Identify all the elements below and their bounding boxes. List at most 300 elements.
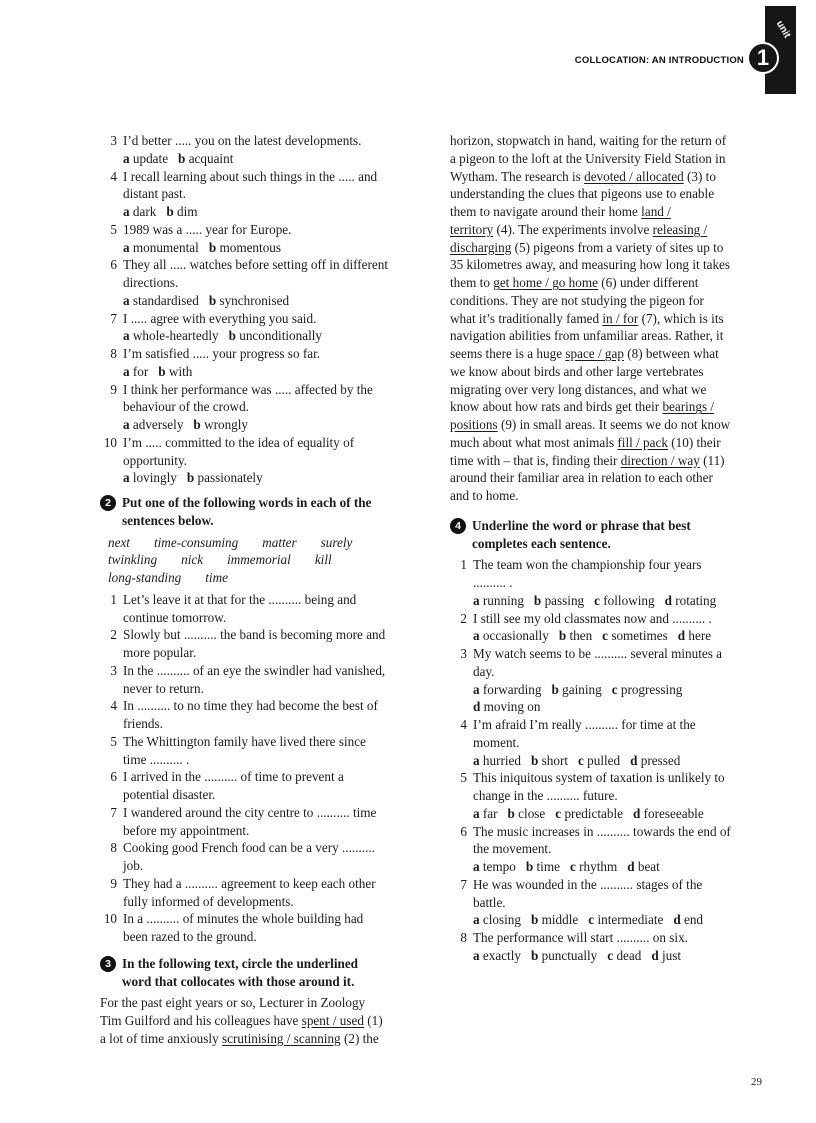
option-word: middle xyxy=(541,912,579,928)
question-number: 4 xyxy=(110,168,117,184)
option-letter: b xyxy=(208,292,217,308)
answer-option[interactable] xyxy=(123,364,148,379)
option-word: time xyxy=(536,859,560,874)
question-number: 6 xyxy=(110,257,117,273)
question-item xyxy=(450,769,768,805)
text-line: For the past eight years or so, Lecturer in Zoology xyxy=(100,995,366,1011)
word-choice: surely xyxy=(320,534,353,550)
option-letter: b xyxy=(208,239,217,255)
text-segment: (6) under different xyxy=(597,275,699,290)
answer-options xyxy=(100,239,418,257)
answer-option[interactable] xyxy=(187,470,263,485)
question-text: never to return. xyxy=(123,680,204,696)
answer-option[interactable] xyxy=(229,328,322,343)
question-item xyxy=(100,910,418,946)
option-word: acquaint xyxy=(188,150,234,166)
exercise-4-badge: 4 xyxy=(450,518,466,534)
answer-option[interactable] xyxy=(678,628,711,643)
heading-line: word that collocates with those around it. xyxy=(122,973,355,989)
option-word: predictable xyxy=(564,805,624,821)
question-text: They all ..... watches before setting off in different xyxy=(123,257,389,273)
option-letter: d xyxy=(664,592,672,608)
question-text: The team won the championship four years xyxy=(473,557,702,573)
question-item xyxy=(100,839,418,875)
answer-option[interactable] xyxy=(612,682,683,697)
question-text: I arrived in the .......... of time to prevent a xyxy=(123,769,344,785)
answer-option[interactable] xyxy=(193,417,248,432)
text-segment: know about how rats and birds get their xyxy=(450,399,663,415)
question-item xyxy=(100,256,418,292)
option-word: standardised xyxy=(132,292,199,308)
question-text: In the .......... of an eye the swindler had vanished, xyxy=(123,662,386,678)
question-number: 5 xyxy=(110,221,117,237)
answer-options xyxy=(100,416,418,434)
option-word: synchronised xyxy=(219,292,290,308)
option-word: short xyxy=(541,752,568,768)
option-word: moving on xyxy=(483,699,541,715)
question-item xyxy=(100,168,418,204)
question-number: 3 xyxy=(110,133,117,148)
question-text: I still see my old classmates now and .......... . xyxy=(473,610,712,626)
answer-option[interactable] xyxy=(123,204,156,219)
option-letter: a xyxy=(473,805,480,821)
question-item xyxy=(100,132,418,150)
question-item xyxy=(100,345,418,363)
option-word: here xyxy=(688,628,712,644)
question-item xyxy=(100,434,418,470)
option-letter: c xyxy=(611,681,618,697)
question-number: 6 xyxy=(460,823,467,839)
underlined-choice[interactable]: get home / go home xyxy=(493,275,598,290)
option-word: for xyxy=(132,363,149,379)
question-number: 4 xyxy=(460,717,467,732)
answer-option[interactable] xyxy=(473,948,521,963)
word-row xyxy=(108,551,418,569)
question-text: friends. xyxy=(123,716,163,731)
question-text: I recall learning about such things in the ..... and xyxy=(123,168,378,184)
option-word: far xyxy=(482,805,498,821)
question-text: 1989 was a ..... year for Europe. xyxy=(123,221,292,237)
answer-option[interactable] xyxy=(526,859,560,874)
text-line xyxy=(450,398,768,416)
question-text: been razed to the ground. xyxy=(123,929,257,944)
option-letter: b xyxy=(228,328,236,344)
answer-option[interactable] xyxy=(570,859,617,874)
question-item xyxy=(100,697,418,733)
answer-option[interactable] xyxy=(123,470,177,485)
answer-option[interactable] xyxy=(578,753,620,768)
question-text: moment. xyxy=(473,734,520,750)
answer-option[interactable] xyxy=(123,240,199,255)
answer-option[interactable] xyxy=(473,699,540,714)
answer-options xyxy=(450,911,768,929)
question-item xyxy=(450,716,768,752)
underlined-choice[interactable]: devoted / allocated xyxy=(584,168,684,184)
question-item xyxy=(100,626,418,662)
text-segment: a pigeon to the loft at the University Field Station in xyxy=(450,150,726,166)
option-letter: b xyxy=(166,204,174,219)
question-text: the movement. xyxy=(473,841,552,857)
answer-option[interactable] xyxy=(651,948,681,963)
option-letter: a xyxy=(123,239,130,255)
answer-option[interactable] xyxy=(559,628,592,643)
text-segment: navigation abilities from unfamiliar areas. Rather, it xyxy=(450,328,724,344)
answer-options xyxy=(450,627,768,645)
option-letter: a xyxy=(473,628,480,644)
option-word: whole-heartedly xyxy=(132,328,219,344)
underlined-choice[interactable]: fill / pack xyxy=(617,434,668,450)
question-text: potential disaster. xyxy=(123,787,216,802)
option-letter: a xyxy=(123,363,130,379)
option-letter: a xyxy=(473,681,480,697)
answer-options xyxy=(100,150,418,168)
answer-option[interactable] xyxy=(555,806,623,821)
option-word: running xyxy=(482,592,524,608)
question-number: 10 xyxy=(103,434,117,450)
option-letter: d xyxy=(627,859,635,874)
option-word: dim xyxy=(176,204,198,219)
answer-options xyxy=(450,698,768,716)
heading-line: Underline the word or phrase that best xyxy=(472,517,691,533)
underlined-choice[interactable]: territory xyxy=(450,221,494,237)
text-segment: and to home. xyxy=(450,488,519,503)
option-letter: b xyxy=(193,417,201,432)
answer-option[interactable] xyxy=(531,948,597,963)
question-number: 7 xyxy=(110,310,117,326)
text-line xyxy=(450,168,768,186)
option-word: occasionally xyxy=(482,628,549,644)
answer-option[interactable] xyxy=(673,912,703,927)
option-letter: a xyxy=(123,417,130,432)
option-letter: a xyxy=(123,292,130,308)
question-item xyxy=(100,591,418,627)
text-line xyxy=(450,292,768,310)
unit-number: 1 xyxy=(756,45,770,70)
text-segment: (8) between what xyxy=(623,346,719,361)
option-word: then xyxy=(569,628,593,644)
question-text: continue tomorrow. xyxy=(123,609,227,625)
option-word: monumental xyxy=(132,239,199,255)
answer-option[interactable] xyxy=(630,753,680,768)
underlined-choice[interactable]: discharging xyxy=(450,239,512,255)
question-number: 9 xyxy=(110,381,117,397)
option-word: punctually xyxy=(541,947,598,963)
question-item xyxy=(100,381,418,417)
answer-option[interactable] xyxy=(607,948,641,963)
answer-option[interactable] xyxy=(627,859,660,874)
option-letter: c xyxy=(555,805,562,821)
question-number: 6 xyxy=(110,769,117,785)
word-choice: immemorial xyxy=(227,552,291,568)
option-letter: b xyxy=(558,628,567,644)
question-text: Slowly but .......... the band is becoming more and xyxy=(123,627,386,643)
underlined-choice[interactable]: scrutinising / scanning xyxy=(221,1030,341,1046)
question-text: job. xyxy=(123,858,144,873)
answer-options xyxy=(450,592,768,610)
question-text: time .......... . xyxy=(123,751,190,767)
text-line xyxy=(450,132,768,150)
text-segment: Wytham. The research is xyxy=(450,168,585,184)
option-word: rhythm xyxy=(579,859,618,874)
question-text: My watch seems to be .......... several minutes a xyxy=(473,646,723,661)
option-word: close xyxy=(518,805,546,821)
question-item xyxy=(450,610,768,628)
text-line xyxy=(450,239,768,257)
text-segment: them to xyxy=(450,275,494,290)
option-word: pulled xyxy=(587,752,621,768)
question-number: 4 xyxy=(110,698,117,714)
exercise-2-heading xyxy=(100,494,418,530)
question-text: more popular. xyxy=(123,645,197,660)
underlined-choice[interactable]: space / gap xyxy=(565,346,624,361)
text-line xyxy=(450,185,768,203)
answer-option[interactable] xyxy=(602,628,668,643)
answer-option[interactable] xyxy=(209,293,289,308)
exercise-4-list xyxy=(450,556,768,964)
text-segment: 35 kilometres away, and measuring how long it takes xyxy=(450,257,731,273)
answer-options xyxy=(450,858,768,876)
question-number: 8 xyxy=(460,930,467,945)
answer-option[interactable] xyxy=(473,859,516,874)
answer-option[interactable] xyxy=(594,593,654,608)
underlined-choice[interactable]: direction / way xyxy=(620,452,700,468)
question-item xyxy=(100,310,418,328)
question-number: 2 xyxy=(110,627,117,643)
answer-option[interactable] xyxy=(665,593,717,608)
underlined-choice[interactable]: releasing / xyxy=(652,221,708,237)
heading-line: Put one of the following words in each of the xyxy=(122,495,372,510)
word-choice: twinkling xyxy=(108,552,158,568)
option-letter: c xyxy=(607,947,614,963)
question-text: I’d better ..... you on the latest developments. xyxy=(123,133,362,148)
text-segment: them to navigate around their home xyxy=(450,204,642,219)
answer-option[interactable] xyxy=(178,151,233,166)
exercise-2-badge: 2 xyxy=(100,495,116,511)
answer-option[interactable] xyxy=(531,912,578,927)
underlined-choice[interactable]: land / xyxy=(641,204,671,219)
answer-option[interactable] xyxy=(123,293,199,308)
question-text: directions. xyxy=(123,275,179,290)
question-item xyxy=(100,662,418,698)
text-segment: seems there is a huge xyxy=(450,346,566,361)
question-text: I wandered around the city centre to .......... time xyxy=(123,804,377,820)
question-number: 3 xyxy=(460,646,467,661)
text-segment: understanding the clues that pigeons use to enable xyxy=(450,186,715,202)
question-text: The music increases in .......... towards the end of xyxy=(473,823,731,839)
running-header: COLLOCATION: AN INTRODUCTION xyxy=(574,55,744,66)
answer-options xyxy=(100,363,418,381)
word-row xyxy=(108,569,418,587)
option-word: foreseeable xyxy=(643,805,704,821)
answer-options xyxy=(100,327,418,345)
option-letter: c xyxy=(588,912,595,928)
underlined-choice[interactable]: in / for xyxy=(602,310,639,326)
question-number: 9 xyxy=(110,875,117,891)
option-letter: a xyxy=(123,328,130,344)
option-word: hurried xyxy=(482,752,521,768)
option-word: intermediate xyxy=(597,912,664,928)
answer-option[interactable] xyxy=(473,806,498,821)
question-text: They had a .......... agreement to keep each other xyxy=(123,875,376,891)
text-line xyxy=(450,274,768,292)
text-line xyxy=(450,150,768,168)
answer-option[interactable] xyxy=(473,912,521,927)
option-word: tempo xyxy=(482,859,516,874)
question-text: The Whittington family have lived there since xyxy=(123,733,366,749)
option-letter: a xyxy=(473,859,480,874)
text-line xyxy=(450,469,768,487)
option-letter: b xyxy=(178,150,186,166)
option-word: dead xyxy=(616,947,642,963)
answer-option[interactable] xyxy=(123,151,168,166)
answer-option[interactable] xyxy=(473,753,521,768)
answer-option[interactable] xyxy=(158,364,192,379)
option-letter: d xyxy=(473,699,481,715)
answer-option[interactable] xyxy=(508,806,546,821)
option-letter: b xyxy=(551,681,559,697)
right-column xyxy=(450,132,768,965)
question-item xyxy=(450,823,768,859)
option-letter: c xyxy=(569,859,576,874)
text-segment: migrating over very long distances, and what we xyxy=(450,381,707,397)
option-word: lovingly xyxy=(132,470,177,486)
question-number: 5 xyxy=(460,770,467,786)
word-box xyxy=(100,534,418,587)
text-line xyxy=(450,487,768,505)
heading-line: In the following text, circle the underlined xyxy=(122,955,359,971)
answer-option[interactable] xyxy=(633,806,704,821)
answer-option[interactable] xyxy=(534,593,584,608)
text-segment: conditions. They are not studying the pigeon for xyxy=(450,292,704,308)
text-line xyxy=(450,434,768,452)
underlined-choice[interactable]: spent / used xyxy=(301,1013,364,1028)
question-text: I think her performance was ..... affected by the xyxy=(123,381,373,397)
question-text: In .......... to no time they had become the best of xyxy=(123,698,378,714)
answer-option[interactable] xyxy=(473,593,524,608)
question-number: 7 xyxy=(110,804,117,820)
answer-option[interactable] xyxy=(473,682,541,697)
text-line xyxy=(450,256,768,274)
question-item xyxy=(450,876,768,912)
left-column xyxy=(100,132,418,1048)
answer-option[interactable] xyxy=(166,204,197,219)
question-text: In a .......... of minutes the whole building had xyxy=(123,911,364,927)
question-item xyxy=(450,929,768,947)
question-text: behaviour of the crowd. xyxy=(123,399,249,415)
exercise-3-text-continued xyxy=(450,132,768,505)
text-segment: much about what most animals xyxy=(450,434,618,450)
answer-option[interactable] xyxy=(209,240,281,255)
option-word: closing xyxy=(482,912,521,928)
option-letter: a xyxy=(123,470,130,486)
option-letter: b xyxy=(158,363,166,379)
question-text: I’m afraid I’m really .......... for time at the xyxy=(473,717,696,732)
text-line: Tim Guilford and his colleagues have spent / used (1) xyxy=(100,1013,383,1028)
question-text: He was wounded in the .......... stages of the xyxy=(473,876,703,892)
option-letter: a xyxy=(473,947,480,963)
text-line xyxy=(450,327,768,345)
option-word: passionately xyxy=(197,470,263,486)
question-item xyxy=(100,768,418,804)
answer-option[interactable] xyxy=(531,753,568,768)
option-letter: d xyxy=(677,628,686,644)
question-text: The performance will start .......... on six. xyxy=(473,930,688,945)
question-item xyxy=(100,804,418,840)
option-letter: a xyxy=(123,150,130,166)
option-word: momentous xyxy=(219,239,282,255)
answer-option[interactable] xyxy=(473,628,549,643)
answer-options xyxy=(450,681,768,699)
question-number: 3 xyxy=(110,662,117,678)
question-text: before my appointment. xyxy=(123,822,250,838)
option-letter: c xyxy=(602,628,609,644)
word-choice: time-consuming xyxy=(153,534,239,550)
question-text: This iniquitous system of taxation is unlikely to xyxy=(473,770,725,786)
answer-options xyxy=(100,292,418,310)
text-line xyxy=(450,221,768,239)
underlined-choice[interactable]: bearings / xyxy=(662,399,715,415)
heading-line: completes each sentence. xyxy=(472,535,611,551)
question-number: 1 xyxy=(460,557,467,573)
text-segment: around their familiar area in relation to each other xyxy=(450,470,713,486)
question-item xyxy=(100,221,418,239)
exercise-3-badge: 3 xyxy=(100,956,116,972)
word-row xyxy=(108,534,418,552)
option-letter: b xyxy=(530,947,539,963)
option-letter: d xyxy=(633,805,641,821)
text-line xyxy=(450,416,768,434)
text-segment: (7), which is its xyxy=(638,310,724,326)
option-letter: b xyxy=(531,912,539,928)
option-word: end xyxy=(683,912,704,928)
question-text: .......... . xyxy=(473,575,513,590)
word-choice: nick xyxy=(181,552,204,568)
question-text: opportunity. xyxy=(123,452,187,468)
option-word: adversely xyxy=(132,417,184,432)
question-text: I ..... agree with everything you said. xyxy=(123,310,317,326)
exercise-2-list xyxy=(100,591,418,946)
word-choice: time xyxy=(205,570,228,585)
option-word: exactly xyxy=(482,947,521,963)
text-segment: horizon, stopwatch in hand, waiting for the return of xyxy=(450,133,727,148)
option-word: forwarding xyxy=(482,681,542,697)
underlined-choice[interactable]: positions xyxy=(450,417,498,432)
answer-option[interactable] xyxy=(551,682,601,697)
answer-options xyxy=(450,752,768,770)
question-text: distant past. xyxy=(123,186,187,202)
option-word: gaining xyxy=(562,681,602,697)
option-word: just xyxy=(661,947,682,963)
text-line xyxy=(450,452,768,470)
answer-option[interactable] xyxy=(123,417,183,432)
question-text: fully informed of developments. xyxy=(123,893,294,909)
exercise-4-heading xyxy=(450,517,768,553)
word-choice: long-standing xyxy=(108,570,182,585)
option-word: sometimes xyxy=(611,628,668,644)
option-letter: b xyxy=(186,470,195,486)
answer-option[interactable] xyxy=(123,328,219,343)
option-word: unconditionally xyxy=(239,328,322,344)
question-text: Let’s leave it at that for the .......... being and xyxy=(123,591,357,607)
text-line xyxy=(450,363,768,381)
answer-option[interactable] xyxy=(588,912,663,927)
question-text: I’m satisfied ..... your progress so far. xyxy=(123,346,321,361)
question-text: day. xyxy=(473,663,495,679)
option-letter: a xyxy=(473,912,480,928)
option-letter: c xyxy=(578,752,584,768)
text-segment: (10) their xyxy=(667,434,721,450)
question-number: 2 xyxy=(460,610,467,626)
